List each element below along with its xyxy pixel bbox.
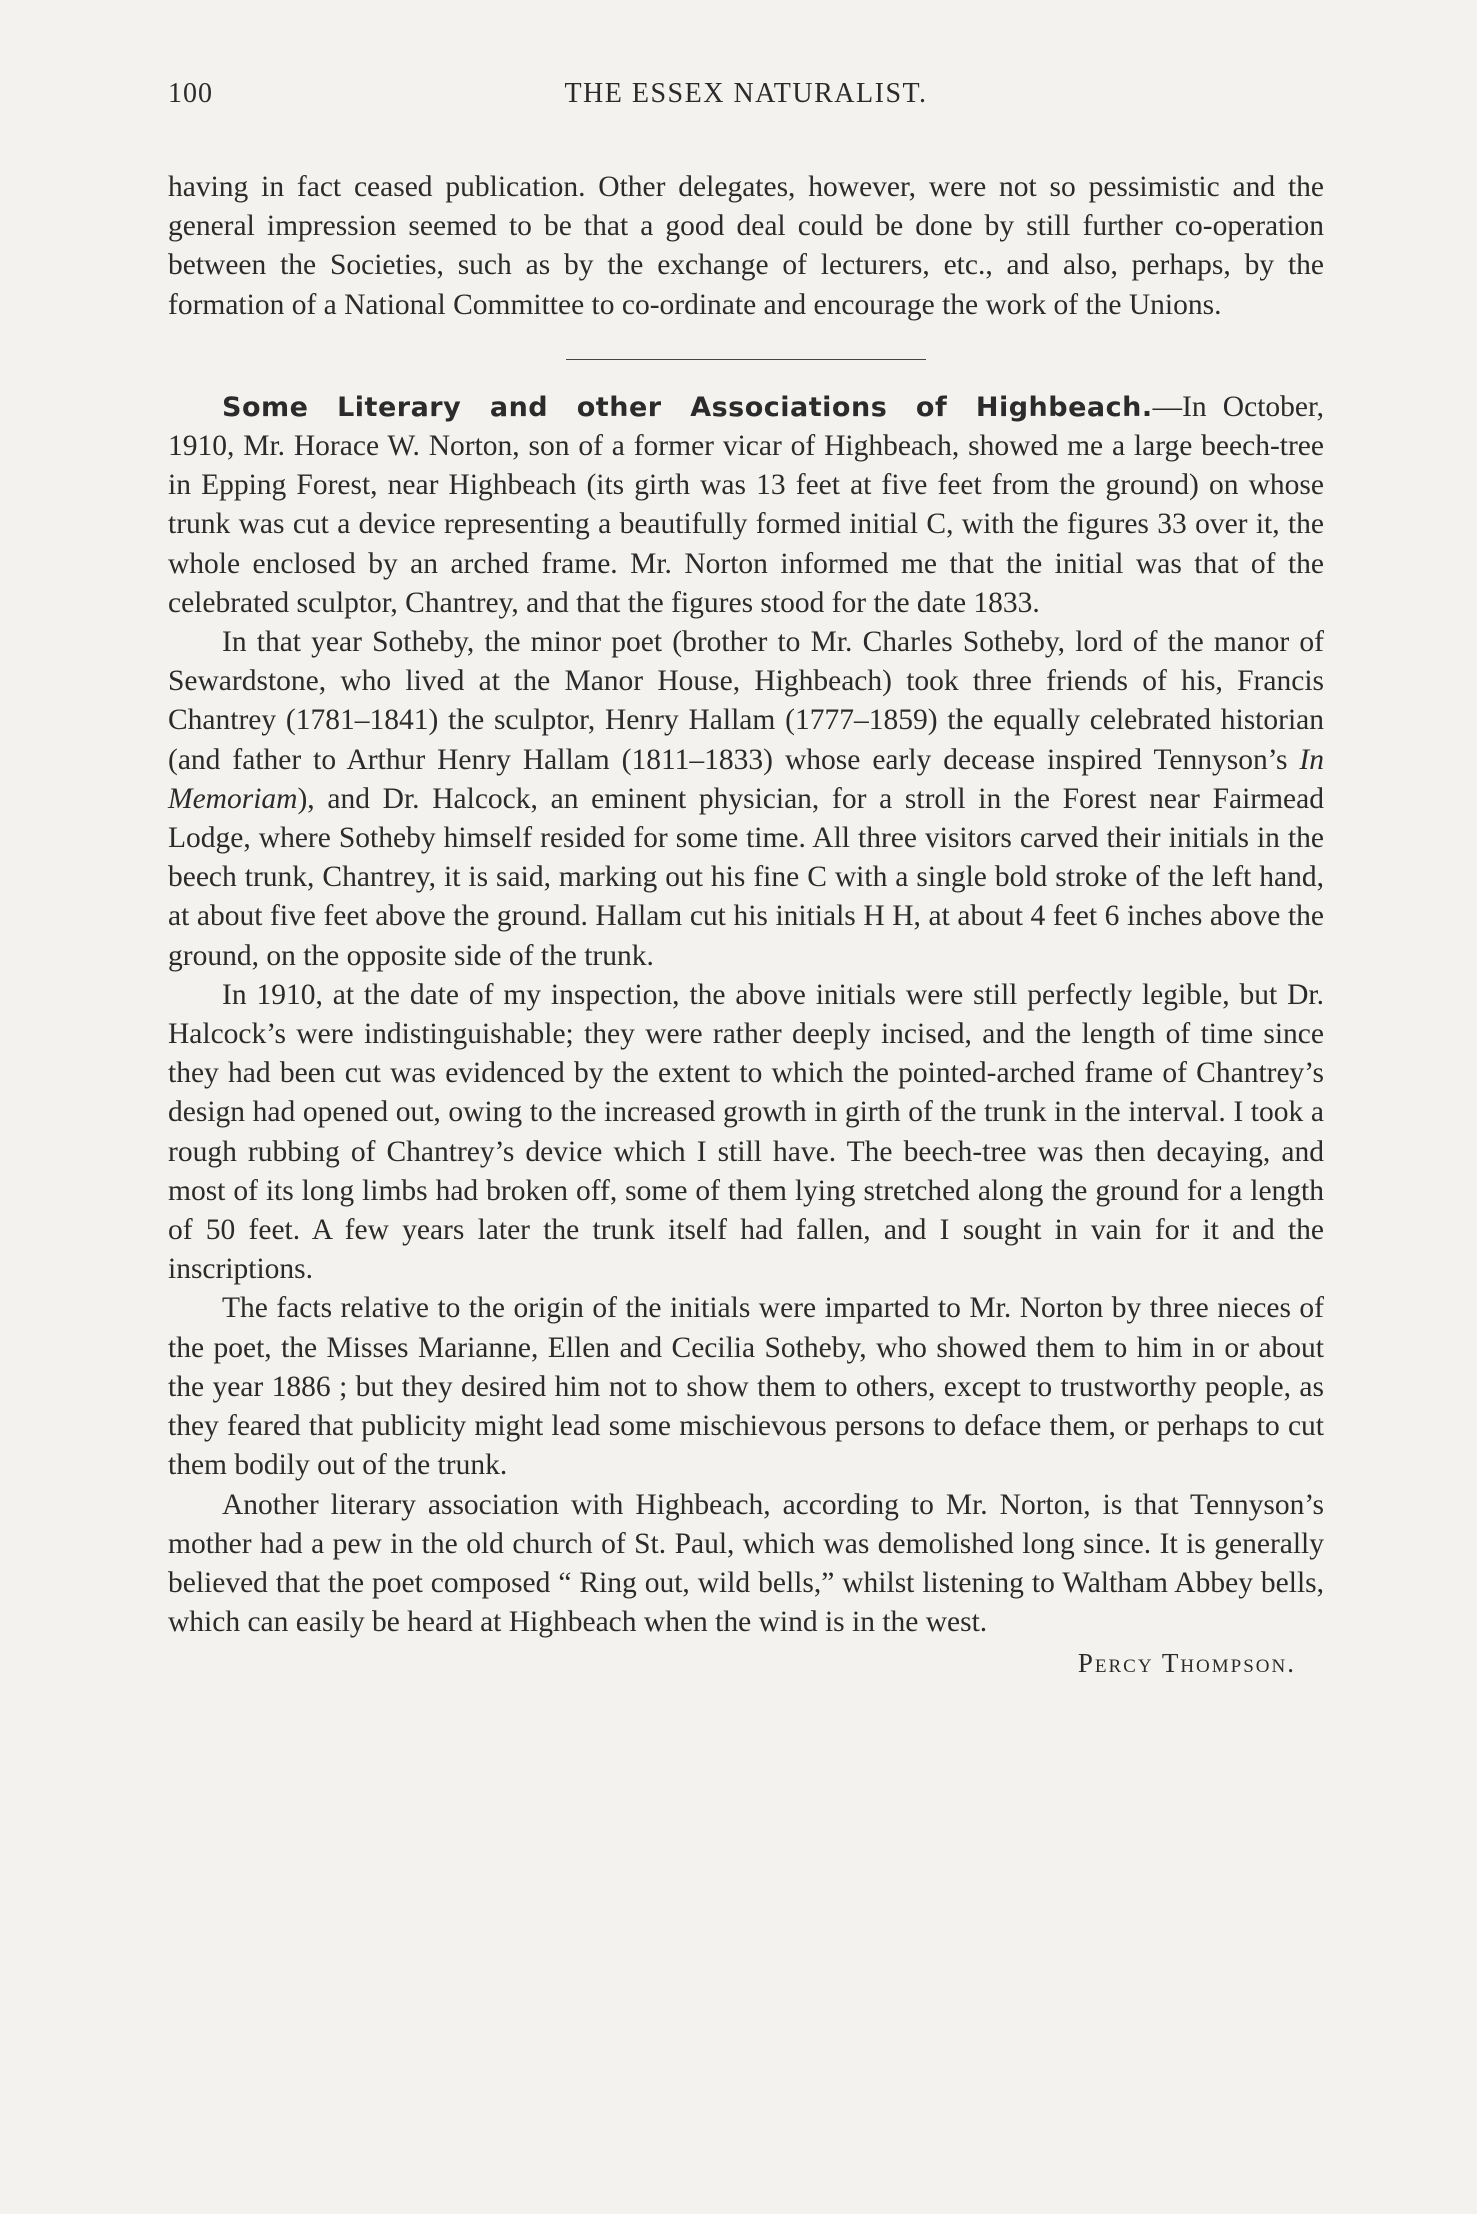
running-head — [168, 78, 1324, 128]
paragraph-text: —In October, 1910, Mr. Horace W. Norton, son of a former vicar of Highbeach, showed me a large beech-tree in Epping Forest, near Highbeach (its girth was 13 feet at five feet from the ground) on whose trunk was cut a device representing a beautifully formed initial C, with the figures 33 over it, the whole enclosed by an arched frame. Mr. Norton informed me that the initial was that of the celebrated sculptor, Chantrey, and that the figures stood for the date 1833. — [168, 390, 1325, 619]
paragraph-sotheby — [168, 623, 1324, 976]
author-signature: Percy Thompson. — [1077, 1648, 1296, 1679]
paragraph-text: ), and Dr. Halcock, an eminent physician, for a stroll in the Forest near Fairmead Lodge, where Sotheby himself resided for some time. All three visitors carved their initials in the beech trunk, Chantrey, it is said, marking out his fine C with a single bold stroke of the left hand, at about five feet above the ground. Hallam cut his initials H H, at about 4 feet 6 inches above the ground, on the opposite side of the trunk. — [168, 782, 1324, 972]
paragraph-inspection: In 1910, at the date of my inspection, the above initials were still perfectly legible, but Dr. Halcock’s were indistinguishable; they were rather deeply incised, and the length of time since they had been cut was evidenced by the extent to which the pointed-arched frame of Chantrey’s design had opened out, owing to the increased growth in girth of the trunk in the interval. I took a rough rubbing of Chantrey’s device which I still have. The beech-tree was then decaying, and most of its long limbs had broken off, some of them lying stretched along the ground for a length of 50 feet. A few years later the trunk itself had fallen, and I sought in vain for it and the inscriptions. — [168, 978, 1324, 1286]
paragraph-text: In that year Sotheby, the minor poet (brother to Mr. Charles Sotheby, lord of the manor of Sewardstone, who lived at the Manor House, Highbeach) took three friends of his, Francis Chantrey (1781–1841) the sculptor, Henry Hallam (1777–1859) the equally celebrated historian (and father to Arthur Henry Hallam (1811–1833) whose early decease inspired Tennyson’s — [168, 626, 1324, 776]
paragraph-tennyson: Another literary association with Highbeach, according to Mr. Norton, is that Tennyson’s mother had a pew in the old church of St. Paul, which was demolished long since. It is generally believed that the poet composed “ Ring out, wild bells,” whilst listening to Waltham Abbey bells, which can easily be heard at Highbeach when the wind is in the west. — [168, 1488, 1324, 1639]
paragraph-closing-unions: having in fact ceased publication. Other delegates, however, were not so pessimistic and the general impression seemed to be that a good deal could be done by still further co-operation between the Societies, such as by the exchange of lecturers, etc., and also, perhaps, by the formation of a National Committee to co-ordinate and encourage the work of the Unions. — [168, 171, 1324, 321]
paragraph-nieces: The facts relative to the origin of the initials were imparted to Mr. Norton by three nieces of the poet, the Misses Marianne, Ellen and Cecilia Sotheby, who showed them to him in or about the year 1886 ; but they desired him not to show them to others, except to trustworthy people, as they feared that publicity might lead some mischievous persons to deface them, or perhaps to cut them bodily out of the trunk. — [168, 1292, 1324, 1482]
book-title: In Memoriam — [168, 743, 1324, 815]
article-body — [168, 168, 1324, 1684]
section-divider — [566, 359, 926, 360]
page-number: 100 — [168, 78, 213, 109]
paragraph-highbeach-intro — [168, 388, 1324, 623]
journal-title: THE ESSEX NATURALIST. — [564, 78, 928, 109]
section-heading: Some Literary and other Associations of Highbeach. — [222, 391, 1153, 423]
page — [168, 78, 1324, 2138]
